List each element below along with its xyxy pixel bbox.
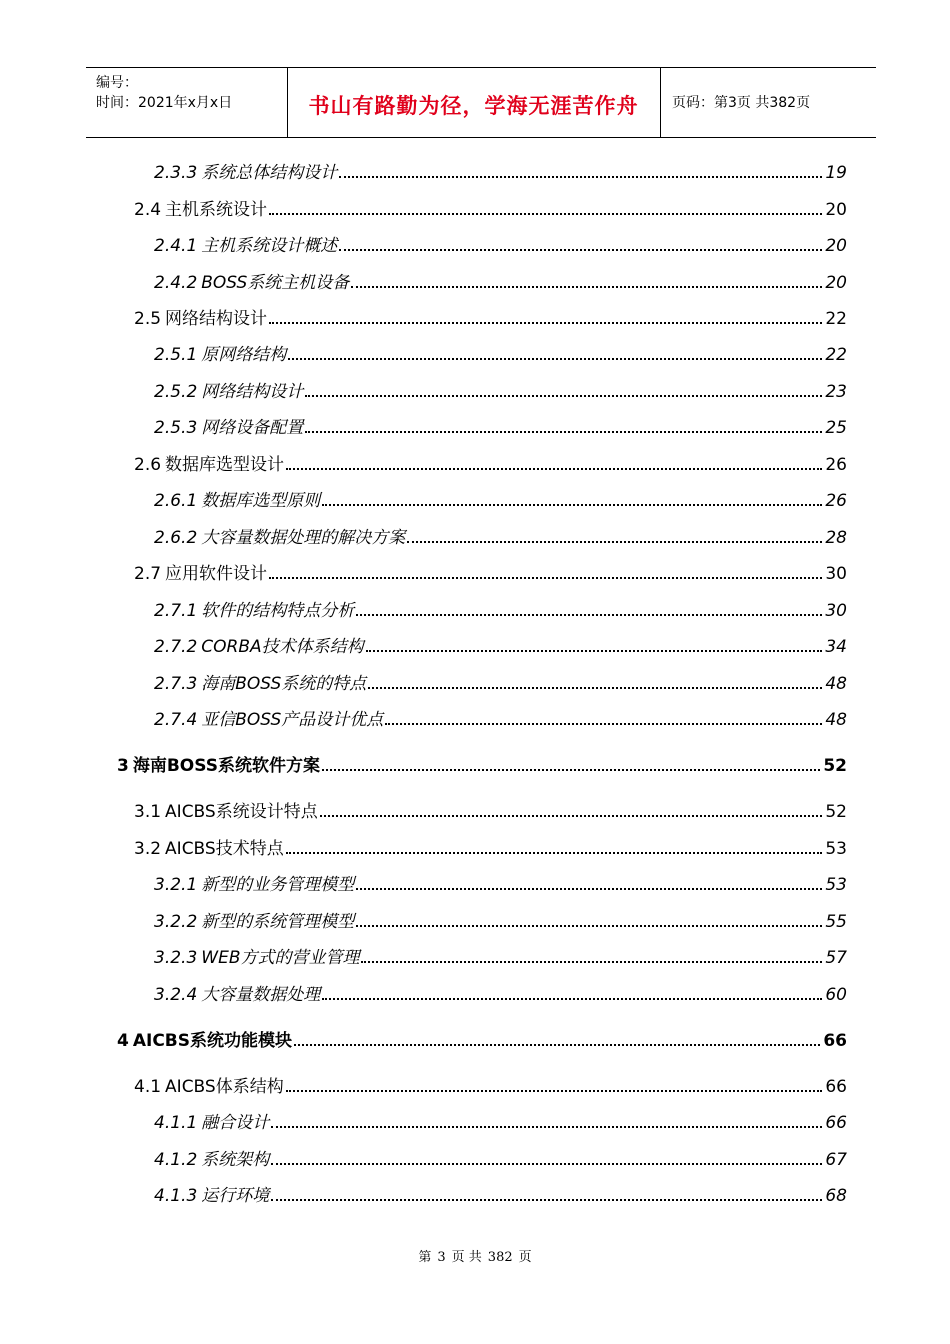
dot-leader (385, 723, 822, 725)
toc-number: 2.4 (134, 200, 162, 220)
dot-leader (356, 925, 822, 927)
toc-page: 48 (825, 674, 847, 694)
dot-leader (322, 769, 820, 771)
dot-leader (269, 322, 822, 324)
toc-number: 3.2.2 (154, 912, 198, 932)
toc-page: 22 (825, 309, 847, 329)
motto: 书山有路勤为径，学海无涯苦作舟 (308, 94, 639, 118)
dot-leader (339, 176, 822, 178)
dot-leader (320, 815, 823, 817)
toc-entry[interactable] (154, 340, 847, 364)
toc-title: AICBS系统设计特点 (165, 802, 318, 822)
toc-title: 原网络结构 (201, 345, 287, 365)
toc-entry[interactable] (154, 1181, 847, 1205)
dot-leader (339, 249, 822, 251)
toc-title: 运行环境 (201, 1186, 270, 1206)
toc-title: 融合设计 (201, 1113, 270, 1133)
toc-entry[interactable] (134, 559, 847, 583)
dot-leader (407, 541, 822, 543)
toc-entry[interactable] (154, 907, 847, 931)
toc-entry[interactable] (154, 377, 847, 401)
toc-entry[interactable] (154, 413, 847, 437)
toc-title: 海南BOSS系统的特点 (201, 674, 367, 694)
toc-number: 4.1.2 (154, 1150, 198, 1170)
toc-number: 4 (117, 1031, 129, 1051)
toc-number: 4.1.3 (154, 1186, 198, 1206)
toc-number: 2.5.2 (154, 382, 198, 402)
toc-entry[interactable] (154, 268, 847, 292)
toc-number: 2.4.2 (154, 273, 198, 293)
toc-title: 数据库选型设计 (165, 455, 285, 475)
toc-number: 3.2.1 (154, 875, 198, 895)
toc-page: 57 (825, 948, 847, 968)
toc-title: 网络结构设计 (201, 382, 304, 402)
dot-leader (322, 504, 822, 506)
toc-title: AICBS系统功能模块 (132, 1031, 293, 1051)
dot-leader (269, 213, 822, 215)
dot-leader (271, 1163, 822, 1165)
toc-page: 22 (825, 345, 847, 365)
toc-entry[interactable] (134, 195, 847, 219)
toc-entry[interactable] (154, 523, 847, 547)
dot-leader (361, 961, 822, 963)
toc-entry[interactable] (154, 632, 847, 656)
page-info: 页码：第3页 共382页 (672, 95, 811, 111)
toc-number: 2.6 (134, 455, 162, 475)
toc-page: 28 (825, 528, 847, 548)
toc-number: 3.1 (134, 802, 162, 822)
dot-leader (305, 431, 822, 433)
toc-number: 2.7.3 (154, 674, 198, 694)
toc-page: 25 (825, 418, 847, 438)
toc-title: 主机系统设计 (165, 200, 268, 220)
dot-leader (322, 998, 822, 1000)
toc-title: 大容量数据处理的解决方案 (201, 528, 406, 548)
toc-title: 新型的系统管理模型 (201, 912, 355, 932)
toc-entry[interactable] (154, 596, 847, 620)
footer-total-pages: 382 (487, 1250, 513, 1265)
toc-chapter-entry[interactable] (117, 751, 847, 775)
toc-page: 60 (825, 985, 847, 1005)
toc-number: 4.1.1 (154, 1113, 198, 1133)
toc-title: 软件的结构特点分析 (201, 601, 355, 621)
toc-number: 2.5.1 (154, 345, 198, 365)
toc-number: 4.1 (134, 1077, 162, 1097)
toc-entry[interactable] (154, 705, 847, 729)
toc-title: 亚信BOSS产品设计优点 (201, 710, 384, 730)
dot-leader (288, 358, 822, 360)
toc-entry[interactable] (134, 834, 847, 858)
toc-entry[interactable] (134, 450, 847, 474)
toc-chapter-entry[interactable] (117, 1026, 847, 1050)
footer-suffix: 页 (518, 1250, 532, 1265)
toc-number: 2.7.1 (154, 601, 198, 621)
toc-number: 2.6.2 (154, 528, 198, 548)
dot-leader (294, 1044, 820, 1046)
toc-number: 3.2.4 (154, 985, 198, 1005)
toc-page: 52 (823, 756, 847, 776)
toc-page: 26 (825, 455, 847, 475)
toc-title: 网络结构设计 (165, 309, 268, 329)
toc-title: AICBS体系结构 (165, 1077, 284, 1097)
toc-title: WEB方式的营业管理 (201, 948, 360, 968)
serial-label: 编号： (96, 75, 138, 91)
toc-number: 2.6.1 (154, 491, 198, 511)
footer-current-page: 3 (437, 1250, 446, 1265)
toc-number: 2.7.2 (154, 637, 198, 657)
toc-title: CORBA技术体系结构 (201, 637, 364, 657)
dot-leader (351, 286, 822, 288)
toc-entry[interactable] (154, 158, 847, 182)
dot-leader (271, 1126, 822, 1128)
toc-page: 67 (825, 1150, 847, 1170)
toc-title: 主机系统设计概述 (201, 236, 338, 256)
dot-leader (356, 888, 822, 890)
toc-number: 2.7 (134, 564, 162, 584)
toc-entry[interactable] (154, 1145, 847, 1169)
page-footer (0, 1246, 950, 1265)
dot-leader (286, 468, 822, 470)
dot-leader (366, 650, 823, 652)
toc-number: 3.2.3 (154, 948, 198, 968)
toc-page: 53 (825, 839, 847, 859)
toc-number: 2.5.3 (154, 418, 198, 438)
toc-page: 66 (823, 1031, 847, 1051)
footer-prefix: 第 (418, 1250, 432, 1265)
toc-number: 2.3.3 (154, 163, 198, 183)
toc-page: 26 (825, 491, 847, 511)
toc-title: 大容量数据处理 (201, 985, 321, 1005)
dot-leader (269, 577, 822, 579)
toc-page: 30 (825, 564, 847, 584)
toc-entry[interactable] (154, 669, 847, 693)
dot-leader (271, 1199, 822, 1201)
toc-page: 20 (825, 200, 847, 220)
toc-title: 新型的业务管理模型 (201, 875, 355, 895)
toc-entry[interactable] (134, 797, 847, 821)
toc-entry[interactable] (154, 1108, 847, 1132)
toc-number: 2.7.4 (154, 710, 198, 730)
toc-page: 20 (825, 236, 847, 256)
dot-leader (368, 687, 822, 689)
dot-leader (356, 614, 822, 616)
toc-title: 应用软件设计 (165, 564, 268, 584)
dot-leader (286, 852, 823, 854)
toc-page: 52 (825, 802, 847, 822)
toc-title: 网络设备配置 (201, 418, 304, 438)
toc-page: 55 (825, 912, 847, 932)
toc-entry[interactable] (134, 304, 847, 328)
toc-number: 3 (117, 756, 129, 776)
toc-title: AICBS技术特点 (165, 839, 284, 859)
toc-page: 34 (825, 637, 847, 657)
toc-page: 66 (825, 1077, 847, 1097)
toc-title: BOSS系统主机设备 (201, 273, 350, 293)
time-label: 时间：2021年x月x日 (96, 95, 233, 111)
toc-title: 数据库选型原则 (201, 491, 321, 511)
toc-number: 2.4.1 (154, 236, 198, 256)
toc-page: 23 (825, 382, 847, 402)
dot-leader (305, 395, 822, 397)
toc-title: 系统总体结构设计 (201, 163, 338, 183)
footer-middle: 页 共 (451, 1250, 482, 1265)
toc-page: 30 (825, 601, 847, 621)
toc-number: 2.5 (134, 309, 162, 329)
toc-page: 68 (825, 1186, 847, 1206)
toc-page: 53 (825, 875, 847, 895)
dot-leader (286, 1090, 823, 1092)
toc-page: 19 (825, 163, 847, 183)
toc-title: 系统架构 (201, 1150, 270, 1170)
toc-page: 20 (825, 273, 847, 293)
toc-page: 66 (825, 1113, 847, 1133)
toc-page: 48 (825, 710, 847, 730)
toc-entry[interactable] (154, 231, 847, 255)
toc-number: 3.2 (134, 839, 162, 859)
toc-entry[interactable] (154, 943, 847, 967)
toc-entry[interactable] (134, 1072, 847, 1096)
toc-entry[interactable] (154, 980, 847, 1004)
toc-title: 海南BOSS系统软件方案 (132, 756, 320, 776)
toc-entry[interactable] (154, 486, 847, 510)
toc-entry[interactable] (154, 870, 847, 894)
